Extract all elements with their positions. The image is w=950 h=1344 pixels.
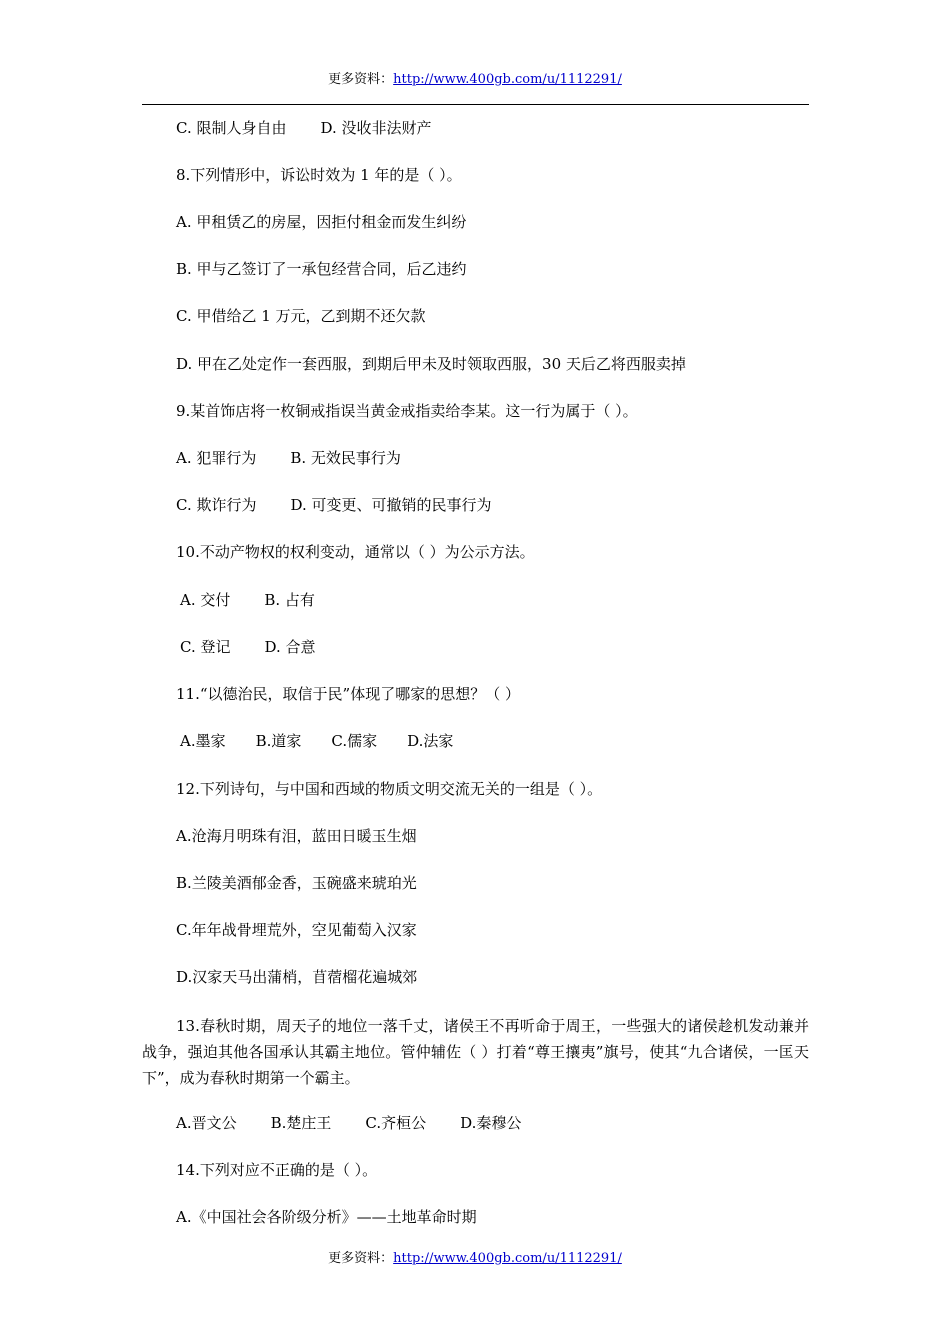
- q11-options: [180, 730, 453, 752]
- q10-option-c: C. 登记: [180, 638, 231, 656]
- q13-option-d: D.秦穆公: [460, 1114, 522, 1132]
- q9-option-b: B. 无效民事行为: [290, 449, 401, 467]
- q8-option-c: C. 甲借给乙 1 万元，乙到期不还欠款: [176, 307, 426, 325]
- q9-options-cd: [176, 494, 492, 516]
- q13-option-b: B.楚庄王: [270, 1114, 332, 1132]
- header-link[interactable]: http://www.400gb.com/u/1112291/: [393, 72, 622, 87]
- q13-stem: 13.春秋时期，周天子的地位一落千丈，诸侯王不再听命于周王，一些强大的诸侯趁机发动兼并战争，强迫其他各国承认其霸主地位。管仲辅佐（ ）打着“尊王攘夷”旗号，使其“九合诸侯，一匡天下”，成为春秋时期第一个霸主。: [142, 1017, 809, 1087]
- q9-stem: 9.某首饰店将一枚铜戒指误当黄金戒指卖给李某。这一行为属于（ ）。: [176, 402, 638, 420]
- header-prefix: 更多资料：: [328, 72, 394, 87]
- q8-stem: 8.下列情形中，诉讼时效为 1 年的是（ ）。: [176, 166, 462, 184]
- page-footer: [0, 1247, 950, 1266]
- header-divider: [142, 104, 809, 105]
- q14-stem: 14.下列对应不正确的是（ ）。: [176, 1161, 378, 1179]
- q11-option-b: B.道家: [255, 732, 302, 750]
- q10-options-ab: [180, 589, 315, 611]
- q14-option-a: A.《中国社会各阶级分析》——土地革命时期: [176, 1208, 477, 1226]
- q10-options-cd: [180, 636, 316, 658]
- q12-option-c: C.年年战骨埋荒外，空见葡萄入汉家: [176, 921, 417, 939]
- q11-option-c: C.儒家: [331, 732, 378, 750]
- q8-option-b: B. 甲与乙签订了一承包经营合同，后乙违约: [176, 260, 467, 278]
- q12-option-d: D.汉家天马出蒲梢，苜蓿榴花遍城郊: [176, 968, 418, 986]
- q10-option-b: B. 占有: [264, 591, 315, 609]
- q11-option-a: A.墨家: [180, 732, 226, 750]
- q12-stem: 12.下列诗句，与中国和西域的物质文明交流无关的一组是（ ）。: [176, 780, 603, 798]
- q12-option-a: A.沧海月明珠有泪，蓝田日暖玉生烟: [176, 827, 417, 845]
- q7-option-d: D. 没收非法财产: [320, 119, 432, 137]
- q7-options-cd: [176, 117, 432, 139]
- q10-stem: 10.不动产物权的权利变动，通常以（ ）为公示方法。: [176, 543, 535, 561]
- q9-options-ab: [176, 447, 401, 469]
- q7-option-c: C. 限制人身自由: [176, 119, 287, 137]
- q9-option-a: A. 犯罪行为: [176, 449, 257, 467]
- q11-stem: 11.“以德治民，取信于民”体现了哪家的思想？（ ）: [176, 685, 520, 703]
- q9-option-c: C. 欺诈行为: [176, 496, 257, 514]
- page-header: [0, 68, 950, 87]
- q8-option-d: D. 甲在乙处定作一套西服，到期后甲未及时领取西服，30 天后乙将西服卖掉: [176, 355, 686, 373]
- q11-option-d: D.法家: [407, 732, 454, 750]
- q10-option-d: D. 合意: [264, 638, 316, 656]
- footer-link[interactable]: http://www.400gb.com/u/1112291/: [393, 1251, 622, 1266]
- q13-options: [176, 1112, 521, 1134]
- q12-option-b: B.兰陵美酒郁金香，玉碗盛来琥珀光: [176, 874, 417, 892]
- footer-prefix: 更多资料：: [328, 1251, 394, 1266]
- q13-option-a: A.晋文公: [176, 1114, 237, 1132]
- q10-option-a: A. 交付: [180, 591, 231, 609]
- q8-option-a: A. 甲租赁乙的房屋，因拒付租金而发生纠纷: [176, 213, 467, 231]
- q9-option-d: D. 可变更、可撤销的民事行为: [290, 496, 492, 514]
- q13-option-c: C.齐桓公: [365, 1114, 427, 1132]
